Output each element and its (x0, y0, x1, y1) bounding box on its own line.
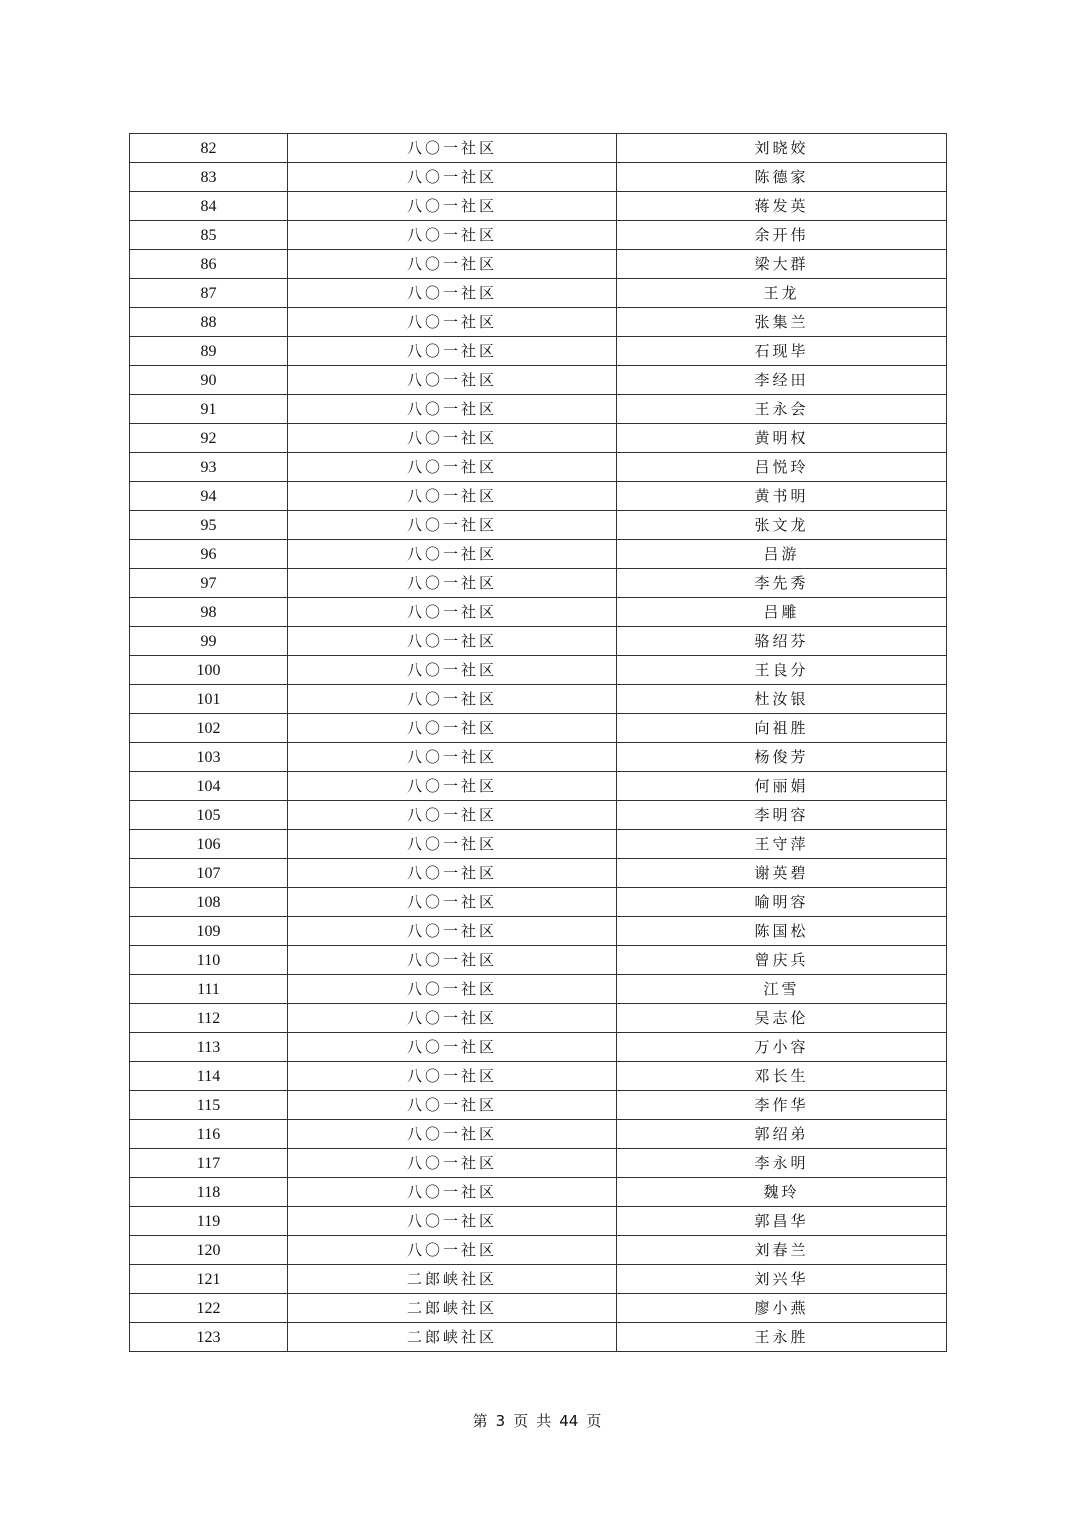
person-name-cell: 王永会 (617, 395, 947, 424)
table-row (130, 1207, 947, 1236)
community-cell: 二郎峡社区 (288, 1265, 617, 1294)
footer-total-pages: 44 (559, 1412, 579, 1430)
community-cell: 八〇一社区 (288, 772, 617, 801)
community-cell: 八〇一社区 (288, 511, 617, 540)
row-number-cell: 97 (130, 569, 288, 598)
row-number-cell: 115 (130, 1091, 288, 1120)
community-cell: 八〇一社区 (288, 163, 617, 192)
table-row (130, 714, 947, 743)
table-row (130, 772, 947, 801)
table-row (130, 511, 947, 540)
row-number-cell: 83 (130, 163, 288, 192)
footer-total-word: 共 (536, 1412, 552, 1430)
community-cell: 八〇一社区 (288, 337, 617, 366)
footer-prefix: 第 (472, 1412, 488, 1430)
table-row (130, 685, 947, 714)
row-number-cell: 98 (130, 598, 288, 627)
person-name-cell: 吕游 (617, 540, 947, 569)
table-row (130, 1120, 947, 1149)
table-row (130, 1294, 947, 1323)
person-name-cell: 李先秀 (617, 569, 947, 598)
table-row (130, 1323, 947, 1352)
person-name-cell: 吕悦玲 (617, 453, 947, 482)
table-row (130, 540, 947, 569)
table-row (130, 453, 947, 482)
table-row (130, 192, 947, 221)
person-name-cell: 王龙 (617, 279, 947, 308)
community-cell: 八〇一社区 (288, 1033, 617, 1062)
person-name-cell: 王守萍 (617, 830, 947, 859)
person-name-cell: 黄明权 (617, 424, 947, 453)
table-row (130, 743, 947, 772)
row-number-cell: 108 (130, 888, 288, 917)
community-cell: 八〇一社区 (288, 1236, 617, 1265)
person-name-cell: 王永胜 (617, 1323, 947, 1352)
roster-table-body (130, 134, 947, 1352)
person-name-cell: 郭昌华 (617, 1207, 947, 1236)
row-number-cell: 119 (130, 1207, 288, 1236)
person-name-cell: 李明容 (617, 801, 947, 830)
row-number-cell: 104 (130, 772, 288, 801)
row-number-cell: 122 (130, 1294, 288, 1323)
row-number-cell: 106 (130, 830, 288, 859)
row-number-cell: 116 (130, 1120, 288, 1149)
roster-table (129, 133, 947, 1352)
community-cell: 八〇一社区 (288, 1062, 617, 1091)
row-number-cell: 103 (130, 743, 288, 772)
community-cell: 八〇一社区 (288, 975, 617, 1004)
person-name-cell: 谢英碧 (617, 859, 947, 888)
community-cell: 八〇一社区 (288, 1178, 617, 1207)
person-name-cell: 曾庆兵 (617, 946, 947, 975)
table-row (130, 569, 947, 598)
community-cell: 八〇一社区 (288, 453, 617, 482)
table-row (130, 308, 947, 337)
person-name-cell: 喻明容 (617, 888, 947, 917)
community-cell: 八〇一社区 (288, 917, 617, 946)
table-row (130, 1236, 947, 1265)
person-name-cell: 李作华 (617, 1091, 947, 1120)
community-cell: 八〇一社区 (288, 221, 617, 250)
row-number-cell: 99 (130, 627, 288, 656)
row-number-cell: 88 (130, 308, 288, 337)
person-name-cell: 万小容 (617, 1033, 947, 1062)
footer-page-word: 页 (513, 1412, 529, 1430)
person-name-cell: 张文龙 (617, 511, 947, 540)
person-name-cell: 何丽娟 (617, 772, 947, 801)
table-row (130, 337, 947, 366)
row-number-cell: 102 (130, 714, 288, 743)
community-cell: 八〇一社区 (288, 656, 617, 685)
community-cell: 八〇一社区 (288, 250, 617, 279)
community-cell: 八〇一社区 (288, 540, 617, 569)
table-row (130, 1091, 947, 1120)
row-number-cell: 89 (130, 337, 288, 366)
person-name-cell: 李永明 (617, 1149, 947, 1178)
row-number-cell: 110 (130, 946, 288, 975)
row-number-cell: 113 (130, 1033, 288, 1062)
row-number-cell: 91 (130, 395, 288, 424)
community-cell: 八〇一社区 (288, 859, 617, 888)
table-row (130, 1149, 947, 1178)
row-number-cell: 85 (130, 221, 288, 250)
table-row (130, 1178, 947, 1207)
person-name-cell: 向祖胜 (617, 714, 947, 743)
person-name-cell: 陈国松 (617, 917, 947, 946)
table-row (130, 163, 947, 192)
person-name-cell: 邓长生 (617, 1062, 947, 1091)
table-row (130, 366, 947, 395)
table-row (130, 395, 947, 424)
table-row (130, 424, 947, 453)
community-cell: 八〇一社区 (288, 569, 617, 598)
community-cell: 二郎峡社区 (288, 1323, 617, 1352)
row-number-cell: 95 (130, 511, 288, 540)
person-name-cell: 张集兰 (617, 308, 947, 337)
table-row (130, 134, 947, 163)
person-name-cell: 杨俊芳 (617, 743, 947, 772)
community-cell: 八〇一社区 (288, 366, 617, 395)
community-cell: 八〇一社区 (288, 424, 617, 453)
table-row (130, 1033, 947, 1062)
row-number-cell: 120 (130, 1236, 288, 1265)
row-number-cell: 100 (130, 656, 288, 685)
row-number-cell: 117 (130, 1149, 288, 1178)
community-cell: 八〇一社区 (288, 134, 617, 163)
person-name-cell: 廖小燕 (617, 1294, 947, 1323)
community-cell: 八〇一社区 (288, 1091, 617, 1120)
table-row (130, 801, 947, 830)
community-cell: 八〇一社区 (288, 192, 617, 221)
person-name-cell: 李经田 (617, 366, 947, 395)
table-row (130, 279, 947, 308)
person-name-cell: 王良分 (617, 656, 947, 685)
community-cell: 八〇一社区 (288, 1004, 617, 1033)
row-number-cell: 114 (130, 1062, 288, 1091)
community-cell: 八〇一社区 (288, 1207, 617, 1236)
table-row (130, 975, 947, 1004)
row-number-cell: 118 (130, 1178, 288, 1207)
row-number-cell: 93 (130, 453, 288, 482)
table-row (130, 946, 947, 975)
row-number-cell: 123 (130, 1323, 288, 1352)
row-number-cell: 109 (130, 917, 288, 946)
community-cell: 八〇一社区 (288, 888, 617, 917)
table-row (130, 627, 947, 656)
row-number-cell: 112 (130, 1004, 288, 1033)
community-cell: 二郎峡社区 (288, 1294, 617, 1323)
community-cell: 八〇一社区 (288, 830, 617, 859)
row-number-cell: 84 (130, 192, 288, 221)
person-name-cell: 郭绍弟 (617, 1120, 947, 1149)
person-name-cell: 梁大群 (617, 250, 947, 279)
row-number-cell: 92 (130, 424, 288, 453)
table-row (130, 482, 947, 511)
person-name-cell: 吴志伦 (617, 1004, 947, 1033)
row-number-cell: 82 (130, 134, 288, 163)
person-name-cell: 江雪 (617, 975, 947, 1004)
person-name-cell: 石现毕 (617, 337, 947, 366)
community-cell: 八〇一社区 (288, 743, 617, 772)
page-footer (0, 1410, 1074, 1431)
row-number-cell: 96 (130, 540, 288, 569)
row-number-cell: 111 (130, 975, 288, 1004)
community-cell: 八〇一社区 (288, 598, 617, 627)
community-cell: 八〇一社区 (288, 1149, 617, 1178)
table-row (130, 888, 947, 917)
footer-suffix: 页 (586, 1412, 602, 1430)
row-number-cell: 86 (130, 250, 288, 279)
community-cell: 八〇一社区 (288, 801, 617, 830)
community-cell: 八〇一社区 (288, 308, 617, 337)
row-number-cell: 94 (130, 482, 288, 511)
person-name-cell: 刘兴华 (617, 1265, 947, 1294)
table-row (130, 1265, 947, 1294)
row-number-cell: 121 (130, 1265, 288, 1294)
table-row (130, 221, 947, 250)
table-row (130, 1062, 947, 1091)
community-cell: 八〇一社区 (288, 1120, 617, 1149)
community-cell: 八〇一社区 (288, 482, 617, 511)
person-name-cell: 刘春兰 (617, 1236, 947, 1265)
person-name-cell: 余开伟 (617, 221, 947, 250)
community-cell: 八〇一社区 (288, 714, 617, 743)
row-number-cell: 105 (130, 801, 288, 830)
table-row (130, 250, 947, 279)
person-name-cell: 魏玲 (617, 1178, 947, 1207)
table-row (130, 917, 947, 946)
community-cell: 八〇一社区 (288, 395, 617, 424)
table-row (130, 1004, 947, 1033)
table-row (130, 656, 947, 685)
table-row (130, 859, 947, 888)
person-name-cell: 刘晓姣 (617, 134, 947, 163)
person-name-cell: 吕雕 (617, 598, 947, 627)
row-number-cell: 90 (130, 366, 288, 395)
person-name-cell: 骆绍芬 (617, 627, 947, 656)
row-number-cell: 101 (130, 685, 288, 714)
person-name-cell: 杜汝银 (617, 685, 947, 714)
row-number-cell: 87 (130, 279, 288, 308)
community-cell: 八〇一社区 (288, 279, 617, 308)
table-row (130, 830, 947, 859)
table-row (130, 598, 947, 627)
community-cell: 八〇一社区 (288, 627, 617, 656)
footer-current-page: 3 (495, 1412, 506, 1430)
community-cell: 八〇一社区 (288, 946, 617, 975)
person-name-cell: 蒋发英 (617, 192, 947, 221)
person-name-cell: 黄书明 (617, 482, 947, 511)
community-cell: 八〇一社区 (288, 685, 617, 714)
person-name-cell: 陈德家 (617, 163, 947, 192)
row-number-cell: 107 (130, 859, 288, 888)
